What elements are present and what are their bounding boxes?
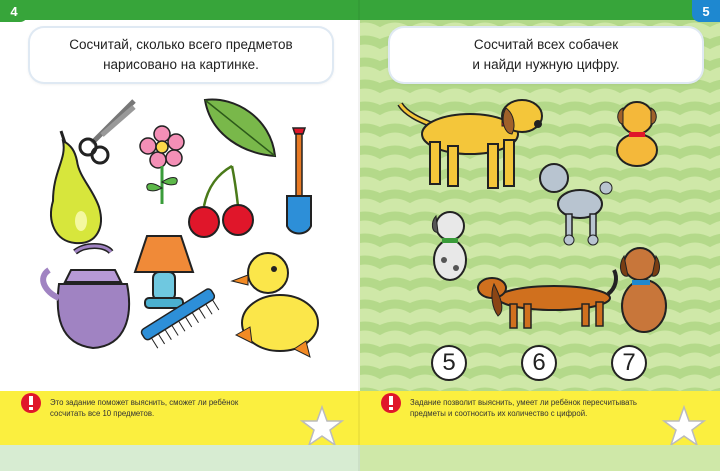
star-icon (662, 405, 706, 449)
page-divider (358, 0, 360, 471)
left-bottom-strip (0, 445, 360, 471)
right-note-line1: Задание позволит выяснить, умеет ли ребёнок пересчитывать (410, 398, 637, 407)
left-note-line2: сосчитать все 10 предметов. (50, 409, 155, 418)
exclamation-icon (380, 392, 402, 414)
right-page-number: 5 (692, 0, 720, 22)
spotted-dog-icon[interactable] (432, 212, 466, 280)
leaf-icon[interactable] (205, 100, 275, 156)
left-page-number: 4 (0, 0, 28, 22)
left-illustration (0, 86, 360, 391)
left-task-line2: нарисовано на картинке. (103, 57, 259, 72)
left-note (50, 397, 300, 419)
dachshund-icon[interactable] (478, 270, 616, 328)
left-task-line1: Сосчитай, сколько всего предметов (69, 37, 293, 52)
flower-icon[interactable] (140, 126, 184, 204)
yellow-dog-icon[interactable] (400, 100, 542, 188)
poodle-icon[interactable] (540, 164, 612, 245)
duckling-icon[interactable] (232, 253, 318, 357)
right-task-line1: Сосчитай всех собачек (473, 37, 619, 52)
orange-dog-icon[interactable] (617, 102, 657, 166)
answer-5-button[interactable]: 5 (431, 345, 467, 381)
scissors-icon[interactable] (80, 101, 134, 163)
right-task-box (390, 28, 702, 82)
right-top-band (360, 0, 720, 20)
pear-icon[interactable] (51, 131, 101, 243)
brown-dog-icon[interactable] (621, 248, 666, 332)
right-note (410, 397, 670, 419)
left-task-box (30, 28, 332, 82)
shovel-icon[interactable] (287, 128, 311, 234)
star-icon (300, 405, 344, 449)
exclamation-icon (20, 392, 42, 414)
dogs-illustration (360, 86, 720, 346)
cherries-icon[interactable] (189, 166, 253, 237)
answer-6-button[interactable]: 6 (521, 345, 557, 381)
answer-7-button[interactable]: 7 (611, 345, 647, 381)
left-top-band (0, 0, 360, 20)
right-task-line2: и найди нужную цифру. (472, 57, 620, 72)
right-bottom-strip (360, 445, 720, 471)
teapot-icon[interactable] (43, 246, 129, 348)
lamp-icon[interactable] (135, 236, 193, 308)
left-note-line1: Это задание поможет выяснить, сможет ли ребёнок (50, 398, 239, 407)
right-note-line2: предметы и соотносить их количество с цифрой. (410, 409, 588, 418)
